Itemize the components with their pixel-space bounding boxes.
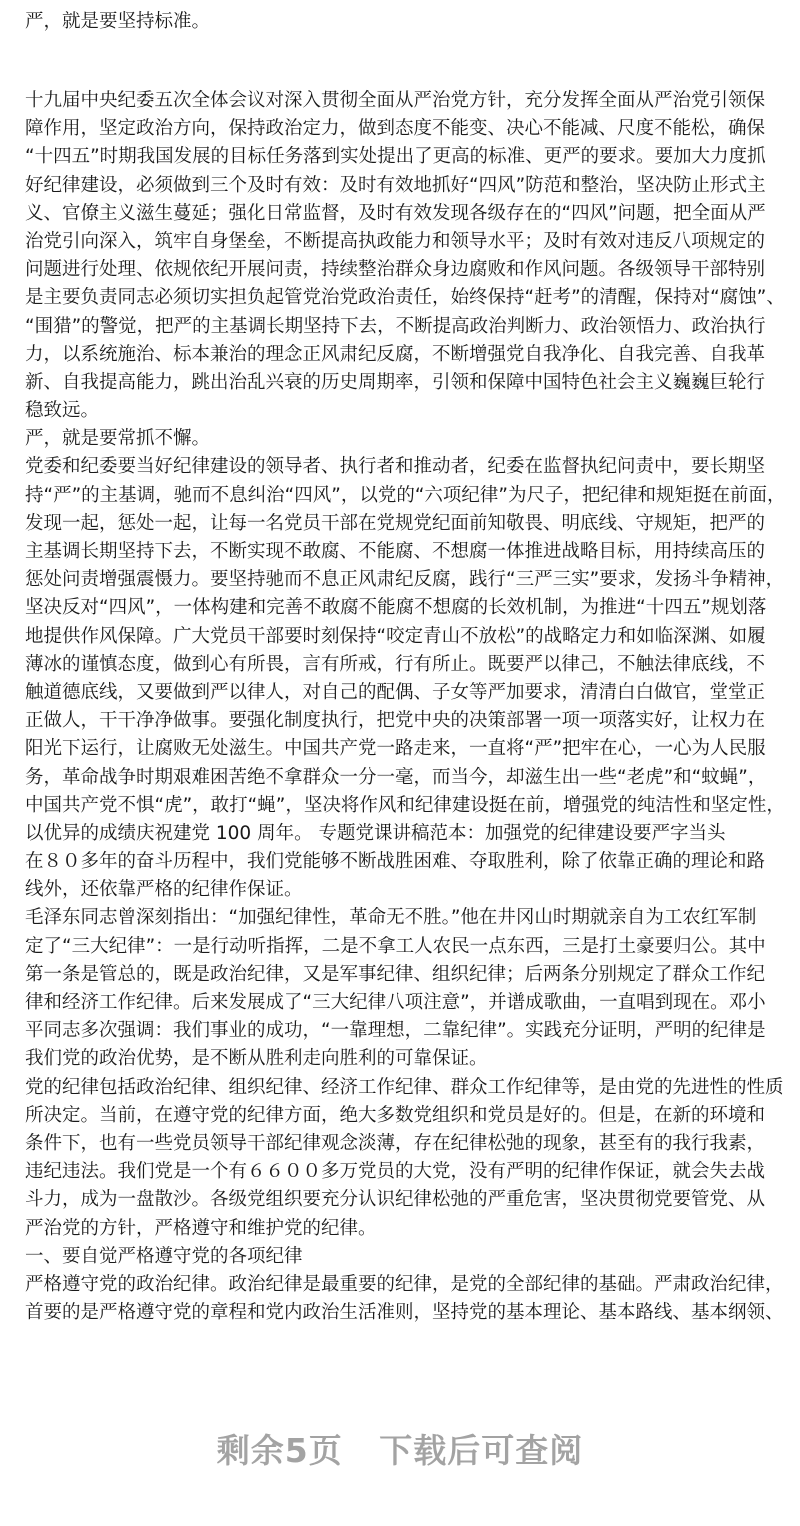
document-line: 发现一起，惩处一起，让每一名党员干部在党规党纪面前知敬畏、明底线、守规矩，把严的 — [25, 512, 766, 534]
document-line: 以优异的成绩庆祝建党 100 周年。 专题党课讲稿范本：加强党的纪律建设要严字当头 — [25, 822, 726, 844]
document-line: 条件下，也有一些党员领导干部纪律观念淡薄，存在纪律松弛的现象，甚至有的我行我素， — [25, 1132, 766, 1154]
document-line: 党委和纪委要当好纪律建设的领导者、执行者和推动者，纪委在监督执纪问责中，要长期坚 — [25, 456, 766, 478]
document-line: 中国共产党不惧“虎”，敢打“蝇”，坚决将作风和纪律建设挺在前，增强党的纯洁性和坚定性， — [25, 794, 785, 816]
document-line: 坚决反对“四风”，一体构建和完善不敢腐不能腐不想腐的长效机制，为推进“十四五”规划落 — [25, 597, 767, 619]
document-line: 严，就是要坚持标准。 — [25, 11, 211, 32]
document-line: 触道德底线，又要做到严以律人，对自己的配偶、子女等严加要求，清清白白做官，堂堂正 — [25, 681, 766, 703]
document-line: 是主要负责同志必须切实担负起管党治党政治责任，始终保持“赶考”的清醒，保持对“腐蚀”、 — [25, 287, 785, 309]
document-line: 党的纪律包括政治纪律、组织纪律、经济工作纪律、群众工作纪律等，是由党的先进性的性质 — [25, 1076, 784, 1098]
document-line: 务，革命战争时期艰难困苦绝不拿群众一分一毫，而当今，却滋生出一些“老虎”和“蚊蝇”， — [25, 766, 767, 788]
document-line: 主基调长期坚持下去，不断实现不敢腐、不能腐、不想腐一体推进战略目标，用持续高压的 — [25, 541, 766, 562]
document-line: 违纪违法。我们党是一个有６６００多万党员的大党，没有严明的纪律作保证，就会失去战 — [25, 1161, 766, 1183]
document-line: 斗力，成为一盘散沙。各级党组织要充分认识纪律松弛的严重危害，坚决贯彻党要管党、从 — [25, 1189, 766, 1211]
document-line: “十四五”时期我国发展的目标任务落到实处提出了更高的标准、更严的要求。要加大力度抓 — [25, 146, 766, 168]
download-prompt-label[interactable]: 下载后可查阅 — [379, 1431, 584, 1470]
document-line: 持“严”的主基调，驰而不息纠治“四风”，以党的“六项纪律”为尺子，把纪律和规矩挺在前面， — [25, 484, 786, 506]
document-body — [25, 87, 785, 1327]
document-line: 力，以系统施治、标本兼治的理念正风肃纪反腐，不断增强党自我净化、自我完善、自我革 — [25, 343, 766, 365]
document-line: 律和经济工作纪律。后来发展成了“三大纪律八项注意”，并谱成歌曲，一直唱到现在。邓小 — [25, 992, 766, 1013]
document-line: 所决定。当前，在遵守党的纪律方面，绝大多数党组织和党员是好的。但是，在新的环境和 — [25, 1104, 766, 1126]
document-line: 惩处问责增强震慑力。要坚持驰而不息正风肃纪反腐，践行“三严三实”要求，发扬斗争精神， — [25, 569, 785, 591]
document-line: 严格遵守党的政治纪律。政治纪律是最重要的纪律，是党的全部纪律的基础。严肃政治纪律， — [25, 1273, 784, 1295]
document-line: 薄冰的谨慎态度，做到心有所畏，言有所戒，行有所止。既要严以律己，不触法律底线，不 — [25, 653, 766, 675]
document-line: 稳致远。 — [25, 400, 100, 422]
document-line: 问题进行处理、依规依纪开展问责，持续整治群众身边腐败和作风问题。各级领导干部特别 — [25, 259, 766, 281]
document-line: 线外，还依靠严格的纪律作保证。 — [25, 879, 303, 901]
document-line: 义、官僚主义滋生蔓延；强化日常监督，及时有效发现各级存在的“四风”问题，把全面从严 — [25, 202, 766, 224]
document-line: 一、要自觉严格遵守党的各项纪律 — [25, 1245, 303, 1267]
document-line: 严，就是要常抓不懈。 — [25, 428, 211, 450]
document-line: 正做人，干干净净做事。要强化制度执行，把党中央的决策部署一项一项落实好，让权力在 — [25, 710, 766, 732]
document-line: 首要的是严格遵守党的章程和党内政治生活准则，坚持党的基本理论、基本路线、基本纲领、 — [25, 1302, 784, 1324]
document-line: 障作用，坚定政治方向，保持政治定力，做到态度不能变、决心不能减、尺度不能松，确保 — [25, 118, 766, 140]
remaining-pages-label: 剩余5页 — [216, 1431, 343, 1470]
document-line: “围猎”的警觉，把严的主基调长期坚持下去，不断提高政治判断力、政治领悟力、政治执行 — [25, 315, 766, 337]
document-line: 定了“三大纪律”：一是行动听指挥，二是不拿工人农民一点东西，三是打土豪要归公。其中 — [25, 935, 766, 957]
document-line: 严治党的方针，严格遵守和维护党的纪律。 — [25, 1217, 377, 1239]
document-line: 我们党的政治优势，是不断从胜利走向胜利的可靠保证。 — [25, 1048, 488, 1070]
document-line: 地提供作风保障。广大党员干部要时刻保持“咬定青山不放松”的战略定力和如临深渊、如履 — [25, 625, 766, 647]
document-line: 在８０多年的奋斗历程中，我们党能够不断战胜困难、夺取胜利，除了依靠正确的理论和路 — [25, 851, 766, 873]
download-banner[interactable] — [0, 1425, 800, 1472]
document-line: 新、自我提高能力，跳出治乱兴衰的历史周期率，引领和保障中国特色社会主义巍巍巨轮行 — [25, 371, 766, 393]
document-line: 十九届中央纪委五次全体会议对深入贯彻全面从严治党方针，充分发挥全面从严治党引领保 — [25, 90, 766, 111]
document-line: 毛泽东同志曾深刻指出：“加强纪律性，革命无不胜。”他在井冈山时期就亲自为工农红军制 — [25, 907, 757, 929]
document-line: 好纪律建设，必须做到三个及时有效：及时有效地抓好“四风”防范和整治，坚决防止形式主 — [25, 174, 766, 196]
document-line: 平同志多次强调：我们事业的成功，“一靠理想，二靠纪律”。实践充分证明，严明的纪律是 — [25, 1020, 766, 1042]
document-line: 第一条是管总的，既是政治纪律，又是军事纪律、组织纪律；后两条分别规定了群众工作纪 — [25, 963, 766, 985]
document-line: 治党引向深入，筑牢自身堡垒，不断提高执政能力和领导水平；及时有效对违反八项规定的 — [25, 230, 766, 252]
document-line: 阳光下运行，让腐败无处滋生。中国共产党一路走来，一直将“严”把牢在心，一心为人民服 — [25, 738, 766, 760]
